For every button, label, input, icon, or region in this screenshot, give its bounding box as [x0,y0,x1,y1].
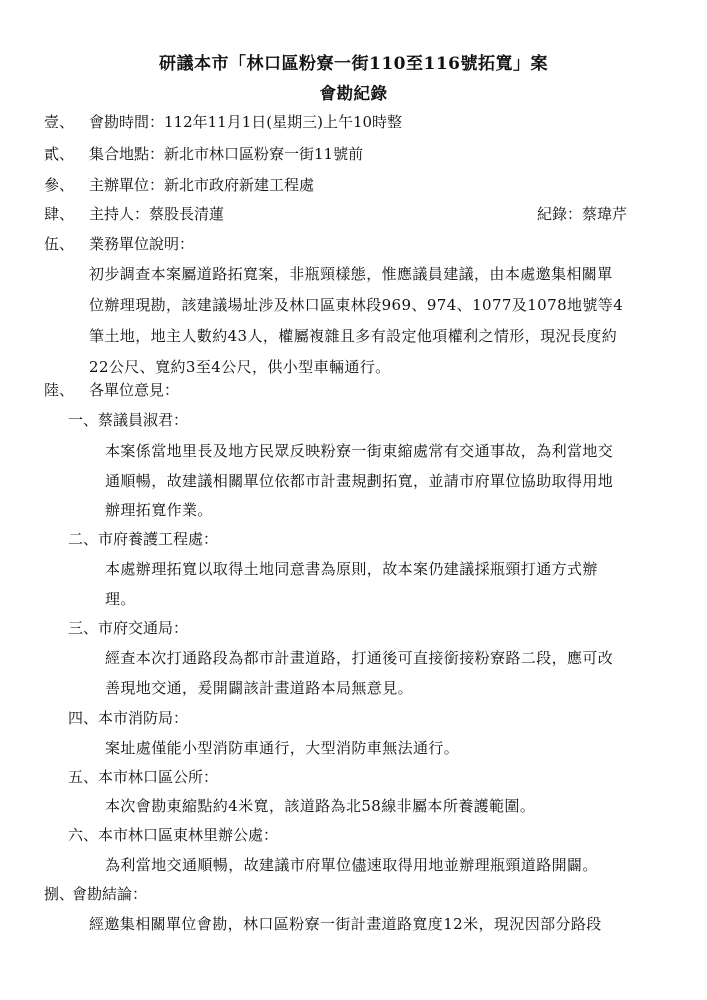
item-text: 集合地點：新北市林口區粉寮一街11號前 [89,145,364,163]
item-number: 捌、 [44,885,75,903]
opinion-heading: 五、本市林口區公所： [68,768,219,786]
opinion-line: 理。 [105,590,136,608]
opinion-heading: 二、市府養護工程處： [68,530,219,548]
item-text: 各單位意見： [89,381,180,399]
item-number: 陸、 [44,381,75,399]
opinion-line: 本案係當地里長及地方民眾反映粉寮一街東縮處常有交通事故，為利當地交 [105,442,614,460]
opinion-heading: 三、市府交通局： [68,619,189,637]
opinion-heading: 一、蔡議員淑君： [68,411,189,429]
opinion-line: 為利當地交通順暢，故建議市府單位儘速取得用地並辦理瓶頸道路開闢。 [105,856,598,874]
opinion-line: 案址處僅能小型消防車通行，大型消防車無法通行。 [105,739,460,757]
item-number: 伍、 [44,235,75,253]
item-text: 主持人：蔡股長清蓮 [89,205,225,223]
item-number: 肆、 [44,205,75,223]
opinion-line: 經查本次打通路段為都市計畫道路，打通後可直接銜接粉寮路二段，應可改 [105,649,614,667]
paragraph-line: 位辦理現勘，該建議場址涉及林口區東林段969、974、1077及1078地號等4 [89,296,624,314]
opinion-heading: 六、本市林口區東林里辦公處： [68,826,279,844]
opinion-heading: 四、本市消防局： [68,709,189,727]
paragraph-line: 初步調查本案屬道路拓寬案，非瓶頸樣態，惟應議員建議，由本處邀集相關單 [89,265,613,283]
opinion-line: 本處辦理拓寬以取得土地同意書為原則，故本案仍建議採瓶頸打通方式辦 [105,560,598,578]
document-subtitle: 會勘紀錄 [319,84,388,103]
recorder-text: 紀錄：蔡瑋芹 [537,205,628,223]
item-number: 參、 [44,176,75,194]
item-number: 貳、 [44,145,75,163]
item-text: 業務單位說明： [89,235,195,253]
opinion-line: 本次會勘東縮點約4米寬，該道路為北58線非屬本所養護範圍。 [105,797,536,815]
paragraph-line: 經邀集相關單位會勘，林口區粉寮一街計畫道路寬度12米，現況因部分路段 [89,915,602,933]
paragraph-line: 筆土地，地主人數約43人，權屬複雜且多有設定他項權利之情形，現況長度約 [89,327,618,345]
opinion-line: 善現地交通，爰開闢該計畫道路本局無意見。 [105,679,414,697]
item-text: 會勘結論： [72,885,148,903]
item-text: 會勘時間：112年11月1日(星期三)上午10時整 [89,113,403,131]
paragraph-line: 22公尺、寬約3至4公尺，供小型車輛通行。 [89,358,391,376]
opinion-line: 通順暢，故建議相關單位依都市計畫規劃拓寬，並請市府單位協助取得用地 [105,472,614,490]
item-text: 主辦單位：新北市政府新建工程處 [89,176,315,194]
document-title: 研議本市「林口區粉寮一街110至116號拓寬」案 [159,54,548,74]
opinion-line: 辦理拓寬作業。 [105,501,213,519]
item-number: 壹、 [44,113,75,131]
